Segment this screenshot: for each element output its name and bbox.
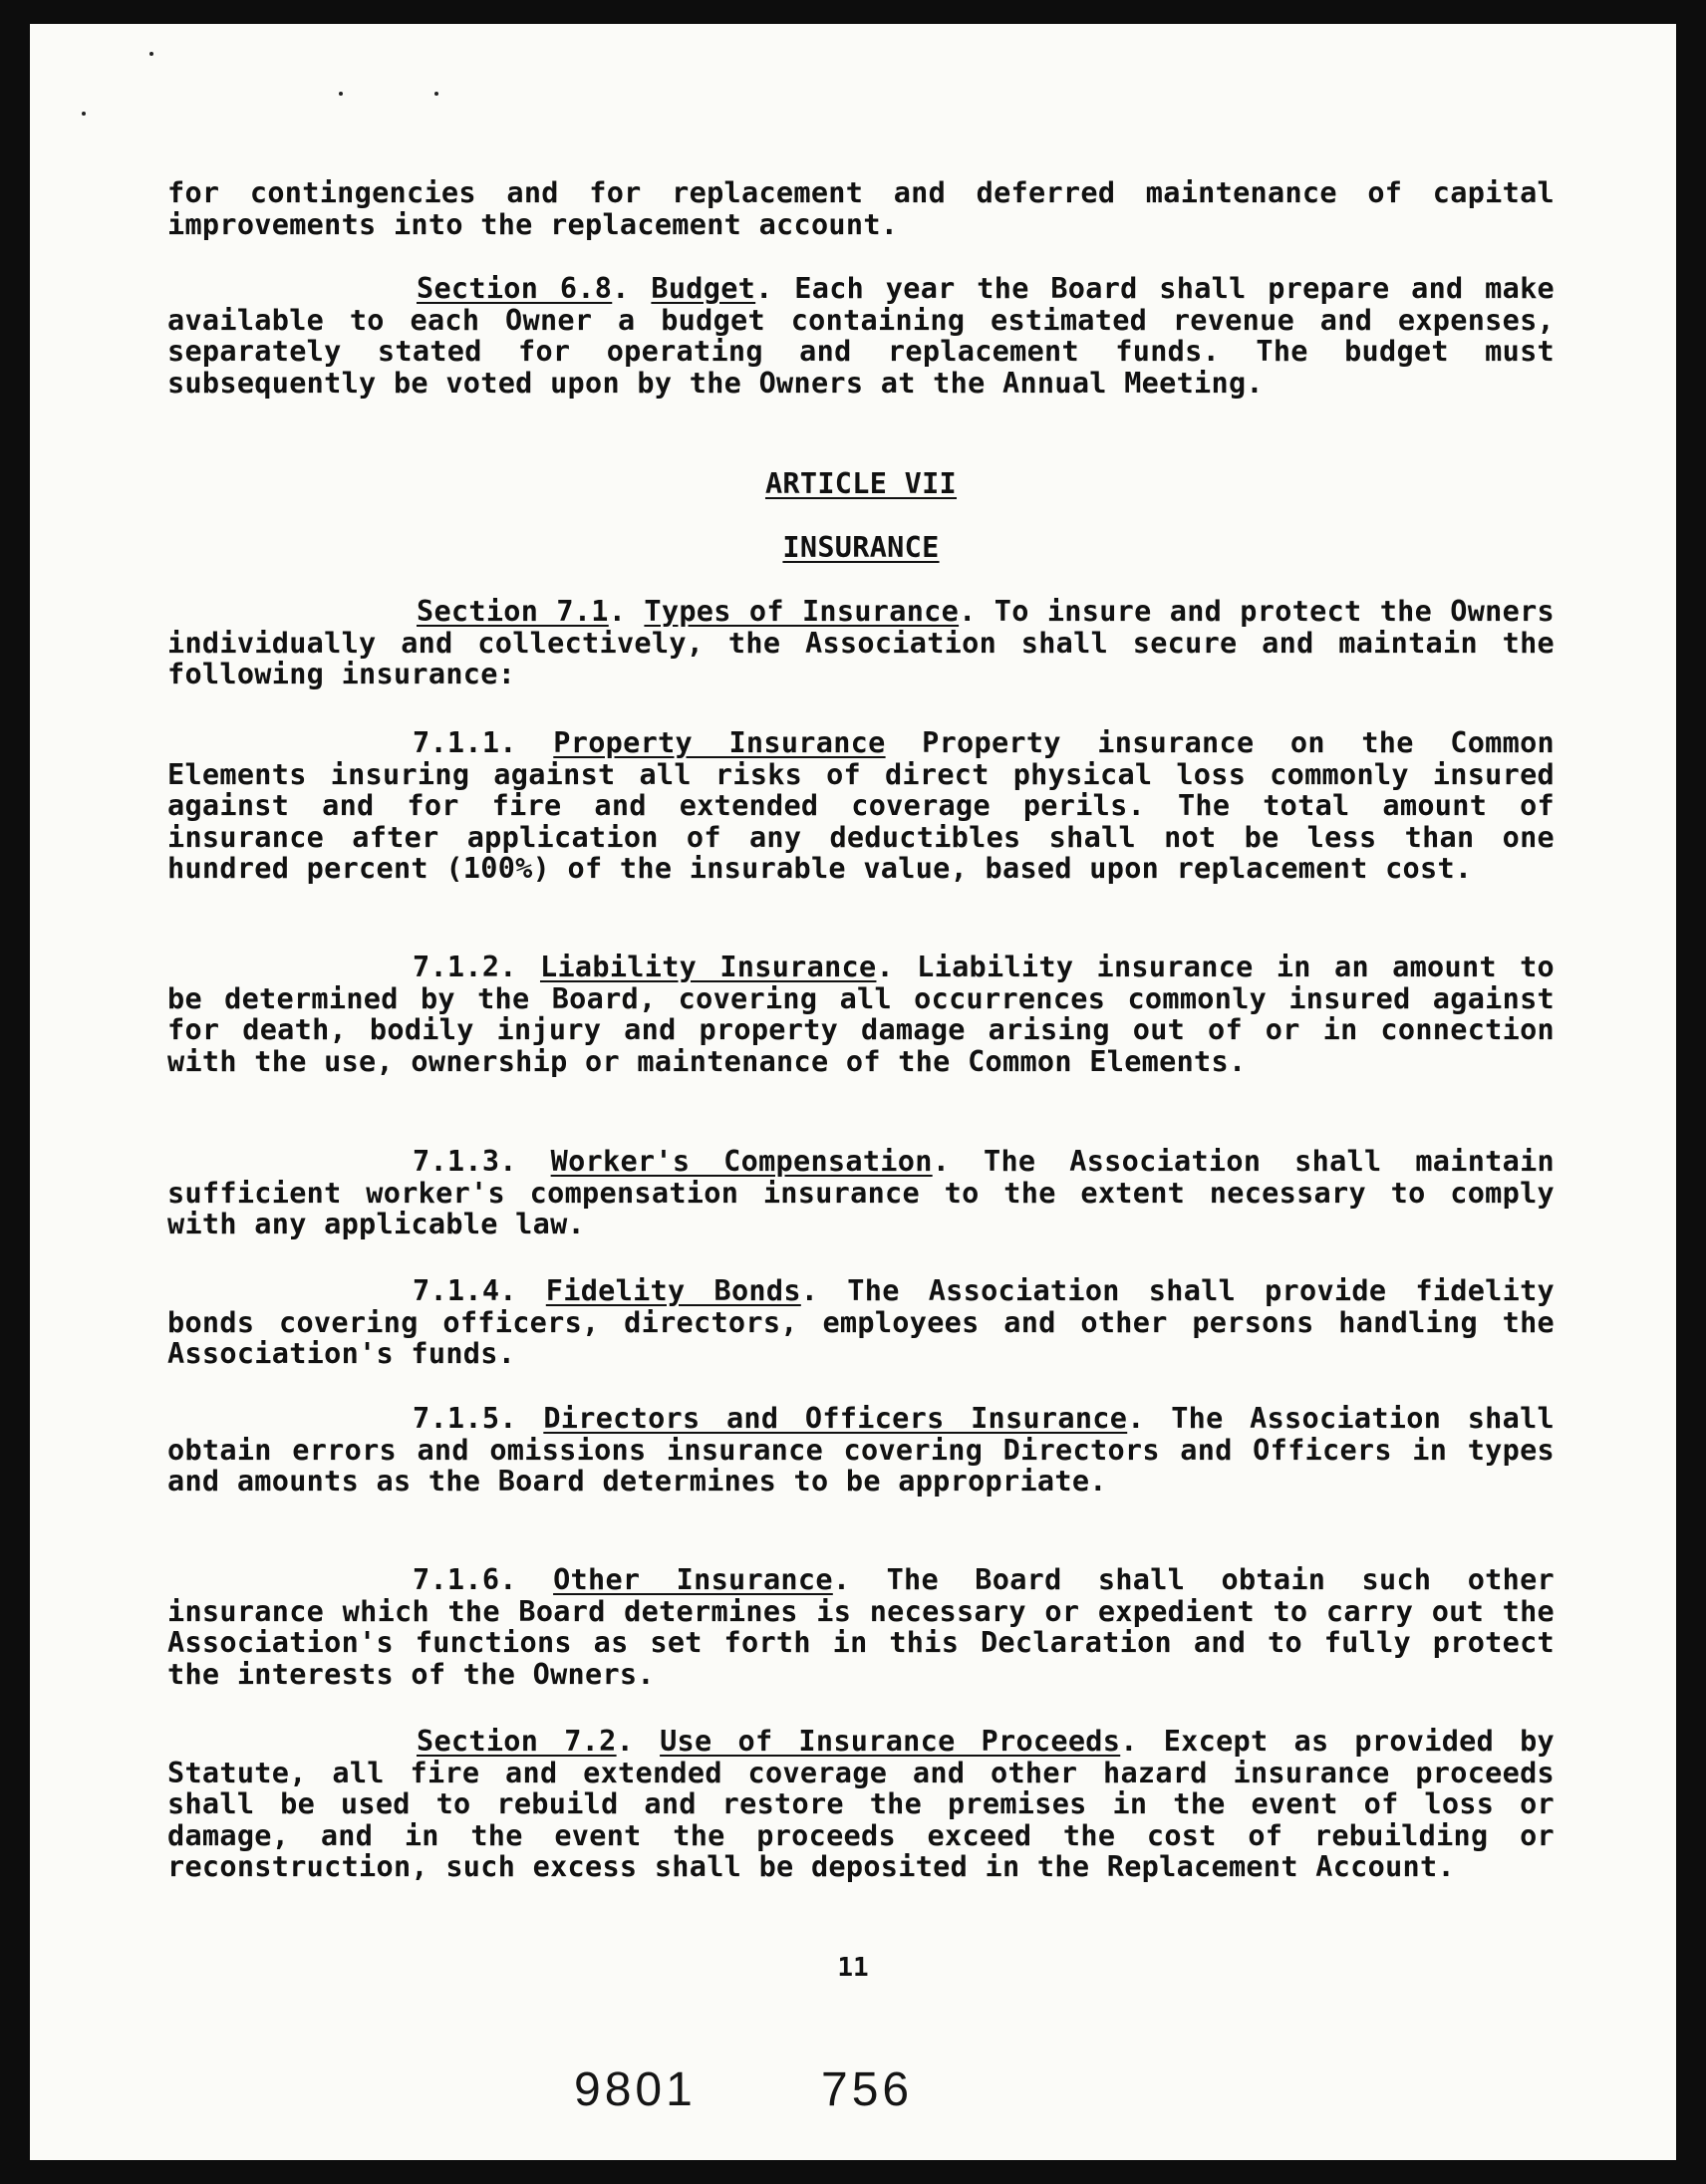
subsection-text: Property insurance on the Common Elements insuring against all risks of direct physical loss commonly insured against and for fire and extended coverage perils. The total amount of insurance after application of any deductibles shall not be less than one hundred percent (100%) of the insurable value, based upon replacement cost. [167,726,1555,885]
page-number: 11 [837,1953,869,1983]
section-title: Use of Insurance Proceeds [660,1725,1121,1758]
scan-speck [434,92,438,96]
section-label: Section 6.8 [417,272,613,305]
section-6-8: Section 6.8. Budget. Each year the Board shall prepare and make available to each Owner a budget containing estimated revenue and expenses, separately stated for operating and replacement funds. The budget must subsequently be voted upon by the Owners at the Annual Meeting. [167,272,1555,400]
subsection-title: Liability Insurance [539,951,877,983]
subsection-title: Fidelity Bonds [545,1274,801,1307]
section-text: Each year the Board shall prepare and make available to each Owner a budget containing estimated revenue and expenses, separately stated for operating and replacement funds. The budget must subsequently be voted upon by the Owners at the Annual Meeting. [167,272,1555,400]
subsection-7-1-5: 7.1.5. Directors and Officers Insurance. The Association shall obtain errors and omissions insurance covering Directors and Officers in types and amounts as the Board determines to be appropriate. [167,1402,1555,1498]
subsection-number: 7.1.1. [413,726,517,759]
subsection-number: 7.1.5. [413,1402,517,1435]
stamp-number-left: 9801 [574,2063,697,2116]
subsection-text: The Association shall maintain sufficient worker's compensation insurance to the extent necessary to comply with any applicable law. [167,1145,1555,1240]
subsection-number: 7.1.2. [413,951,517,983]
subsection-title: Other Insurance [553,1563,833,1596]
section-title: Budget [651,272,756,305]
section-7-1: Section 7.1. Types of Insurance. To insure and protect the Owners individually and collectively, the Association shall secure and maintain the following insurance: [167,595,1555,690]
subsection-number: 7.1.3. [413,1145,517,1178]
subsection-number: 7.1.4. [413,1274,517,1307]
subsection-title: Property Insurance [553,726,886,759]
subsection-text: The Board shall obtain such other insurance which the Board determines is necessary or expedient to carry out the Association's functions as set forth in this Declaration and to fully protect the interests of the Owners. [167,1563,1555,1691]
scan-speck [149,52,153,56]
article-subheading: INSURANCE [782,531,940,564]
section-label: Section 7.1 [417,595,609,628]
subsection-title: Directors and Officers Insurance [543,1402,1128,1435]
scan-speck [339,92,343,96]
subsection-text: Liability insurance in an amount to be determined by the Board, covering all occurrences commonly insured against for death, bodily injury and property damage arising out of or in connection with the use, ownership or maintenance of the Common Elements. [167,951,1556,1078]
paragraph-text: for contingencies and for replacement and deferred maintenance of capital improvements into the replacement account. [167,176,1555,241]
subsection-7-1-6: 7.1.6. Other Insurance. The Board shall obtain such other insurance which the Board determines is necessary or expedient to carry out the Association's functions as set forth in this Declaration and to fully protect the interests of the Owners. [167,1563,1555,1691]
stamp-number-right: 756 [821,2063,914,2116]
section-label: Section 7.2 [417,1725,617,1758]
section-text: To insure and protect the Owners individually and collectively, the Association shall secure and maintain the following insurance: [167,595,1555,690]
subsection-7-1-1 [167,727,1555,885]
article-heading: ARTICLE VII [764,467,958,500]
section-title: Types of Insurance [644,595,960,628]
scan-speck [82,112,86,116]
subsection-7-1-2: 7.1.2. Liability Insurance. Liability insurance in an amount to be determined by the Board, covering all occurrences commonly insured against for death, bodily injury and property damage arising out of or in connection with the use, ownership or maintenance of the Common Elements. [167,951,1556,1078]
subsection-text: The Association shall obtain errors and omissions insurance covering Directors and Officers in types and amounts as the Board determines to be appropriate. [167,1402,1555,1498]
subsection-text: The Association shall provide fidelity bonds covering officers, directors, employees and other persons handling the Association's funds. [167,1274,1556,1370]
subsection-7-1-4: 7.1.4. Fidelity Bonds. The Association shall provide fidelity bonds covering officers, directors, employees and other persons handling the Association's funds. [167,1274,1556,1370]
subsection-title: Worker's Compensation [550,1145,933,1178]
subsection-7-1-3: 7.1.3. Worker's Compensation. The Association shall maintain sufficient worker's compensation insurance to the extent necessary to comply with any applicable law. [167,1145,1555,1240]
section-7-2: Section 7.2. Use of Insurance Proceeds. Except as provided by Statute, all fire and extended coverage and other hazard insurance proceeds shall be used to rebuild and restore the premises in the event of loss or damage, and in the event the proceeds exceed the cost of rebuilding or reconstruction, such excess shall be deposited in the Replacement Account. [167,1725,1556,1883]
section-text: Except as provided by Statute, all fire and extended coverage and other hazard insurance proceeds shall be used to rebuild and restore the premises in the event of loss or damage, and in the event the proceeds exceed the cost of rebuilding or reconstruction, such excess shall be deposited in the Replacement Account. [167,1725,1556,1883]
paragraph-continuation [167,177,1555,240]
subsection-number: 7.1.6. [413,1563,517,1596]
